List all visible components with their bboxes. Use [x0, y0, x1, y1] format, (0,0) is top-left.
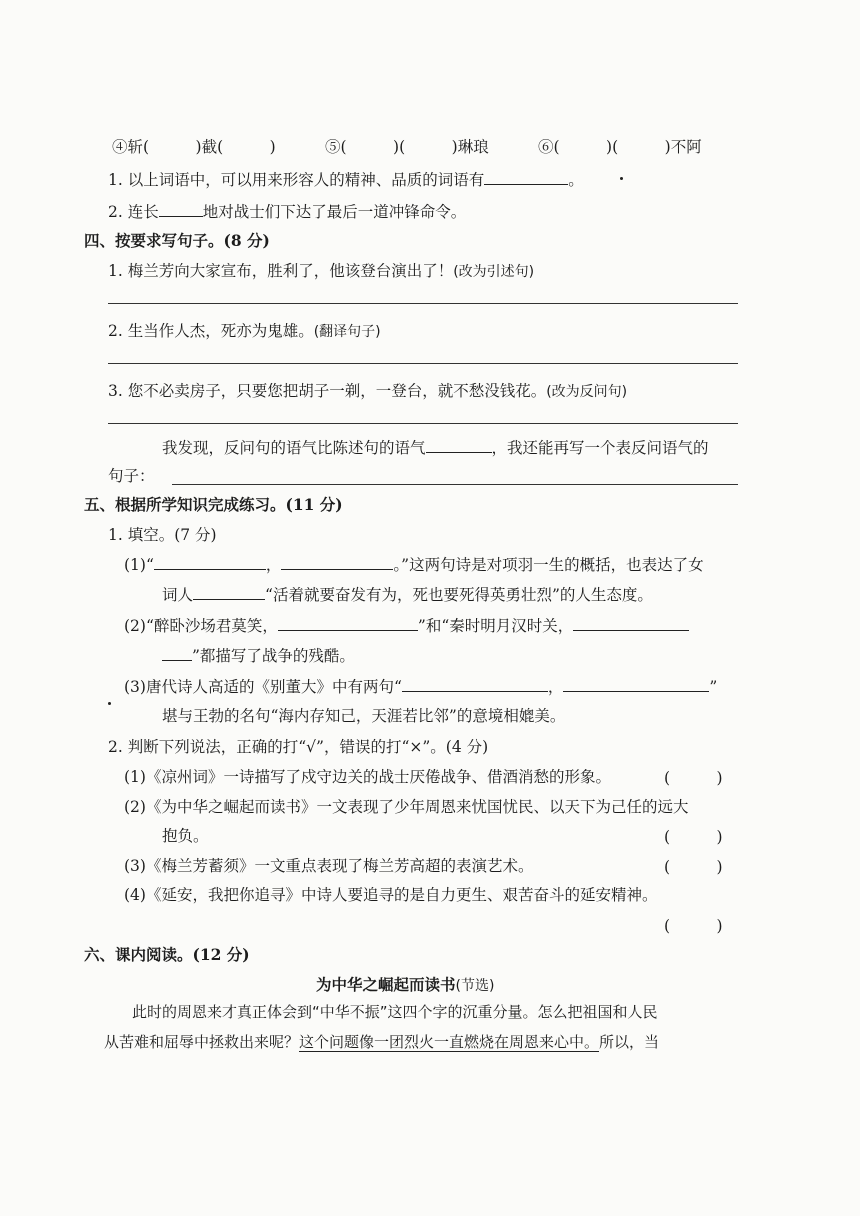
passage-note: (节选): [455, 978, 495, 994]
speck: [108, 702, 111, 705]
sentence-1-note: (改为引述句): [453, 264, 535, 280]
fill-title: 1. 填空。(7 分): [108, 526, 217, 544]
answer-blank[interactable]: [159, 200, 203, 217]
fill-1-b: ，: [265, 556, 282, 574]
answer-line[interactable]: [108, 363, 738, 364]
answer-blank[interactable]: [154, 553, 266, 570]
answer-blank[interactable]: [484, 168, 568, 185]
word-item-4: ④斩( )截( ): [112, 138, 276, 156]
passage-title: 为中华之崛起而读书: [316, 975, 456, 994]
judge-2-answer[interactable]: ( ): [664, 828, 723, 846]
word-item-5: ⑤( )( )琳琅: [325, 138, 489, 156]
fill-1: [124, 553, 704, 576]
sentence-3: [108, 380, 627, 403]
fill-1-e: “活着就要奋发有为，死也要死得英勇壮烈”的人生态度。: [265, 586, 653, 604]
answer-blank[interactable]: [426, 436, 492, 453]
fill-3-b: ，: [547, 678, 564, 696]
fill-1-cont: [162, 583, 653, 606]
sentence-1: [108, 260, 534, 283]
sentence-2-text: 2. 生当作人杰，死亦为鬼雄。: [108, 322, 314, 340]
judge-3-answer[interactable]: ( ): [664, 858, 723, 876]
question-1-text: 1. 以上词语中，可以用来形容人的精神、品质的词语有: [108, 171, 485, 189]
sentence-4-text-b: ，我还能再写一个表反问语气的: [491, 439, 709, 457]
passage-line-2: [104, 1031, 659, 1053]
answer-line[interactable]: [108, 303, 738, 304]
answer-blank[interactable]: [193, 583, 265, 600]
judge-4-answer[interactable]: ( ): [664, 917, 723, 935]
fill-2-c: ”都描写了战争的残酷。: [192, 647, 355, 665]
section-4-title: 四、按要求写句子。(8 分): [84, 231, 270, 250]
answer-blank[interactable]: [573, 614, 689, 631]
passage-line-2-a: 从苦难和屈辱中拯救出来呢？: [104, 1033, 300, 1051]
sentence-4: [162, 436, 709, 459]
judge-1-answer[interactable]: ( ): [664, 769, 723, 787]
sentence-2-note: (翻译句子): [313, 324, 381, 340]
judge-3: (3)《梅兰芳蓄须》一文重点表现了梅兰芳高超的表演艺术。: [124, 857, 534, 875]
sentence-3-text: 3. 您不必卖房子，只要您把胡子一剃，一登台，就不愁没钱花。: [108, 382, 547, 400]
passage-heading: [316, 974, 494, 997]
question-2-text-b: 地对战士们下达了最后一道冲锋命令。: [202, 203, 467, 221]
question-2-text-a: 2. 连长: [108, 203, 159, 221]
judge-4: (4)《延安，我把你追寻》中诗人要追寻的是自力更生、艰苦奋斗的延安精神。: [124, 886, 658, 904]
question-2: [108, 200, 466, 223]
question-1: [108, 168, 584, 191]
fill-1-a: (1)“: [124, 556, 154, 574]
judge-1: (1)《凉州词》一诗描写了戍守边关的战士厌倦战争、借酒消愁的形象。: [124, 768, 611, 786]
fill-2: [124, 614, 689, 637]
answer-blank[interactable]: [278, 614, 418, 631]
answer-line[interactable]: [172, 484, 738, 485]
fill-3-cont: 堪与王勃的名句“海内存知己，天涯若比邻”的意境相媲美。: [162, 707, 566, 725]
sentence-1-text: 1. 梅兰芳向大家宣布，胜利了，他该登台演出了！: [108, 262, 454, 280]
answer-blank[interactable]: [402, 675, 548, 692]
fill-3-c: ”: [709, 678, 718, 696]
passage-line-2-c: 所以，当: [599, 1033, 660, 1051]
answer-blank[interactable]: [162, 644, 192, 661]
answer-blank[interactable]: [281, 553, 393, 570]
fill-2-b: ”和“秦时明月汉时关，: [417, 617, 574, 635]
answer-blank[interactable]: [563, 675, 709, 692]
fill-1-c: 。”这两句诗是对项羽一生的概括，也表达了女: [393, 556, 704, 574]
answer-line[interactable]: [108, 423, 738, 424]
underlined-sentence: 这个问题像一团烈火一直燃烧在周恩来心中。: [299, 1033, 600, 1051]
sentence-4-text-c: 句子：: [108, 467, 155, 485]
fill-3: [124, 675, 717, 698]
fill-3-a: (3)唐代诗人高适的《别董大》中有两句“: [124, 678, 402, 696]
section-5-title: 五、根据所学知识完成练习。(11 分): [84, 495, 343, 514]
fill-1-d: 词人: [162, 586, 194, 604]
sentence-4-text-a: 我发现，反问句的语气比陈述句的语气: [162, 439, 426, 457]
passage-line-1: 此时的周恩来才真正体会到“中华不振”这四个字的沉重分量。怎么把祖国和人民: [132, 1003, 658, 1021]
sentence-3-note: (改为反问句): [546, 384, 628, 400]
word-item-6: ⑥( )( )不阿: [538, 138, 702, 156]
speck: [620, 177, 623, 180]
fill-2-cont: [162, 644, 355, 667]
judge-2: (2)《为中华之崛起而读书》一文表现了少年周恩来忧国忧民、以天下为己任的远大: [124, 798, 689, 816]
fill-2-a: (2)“醉卧沙场君莫笑，: [124, 617, 278, 635]
sentence-4-cont: [108, 465, 155, 487]
judge-title: 2. 判断下列说法，正确的打“√”，错误的打“×”。(4 分): [108, 738, 489, 756]
section-6-title: 六、课内阅读。(12 分): [84, 945, 250, 964]
judge-2-cont: 抱负。: [162, 827, 209, 845]
question-1-end: 。: [568, 171, 584, 189]
sentence-2: [108, 320, 381, 343]
